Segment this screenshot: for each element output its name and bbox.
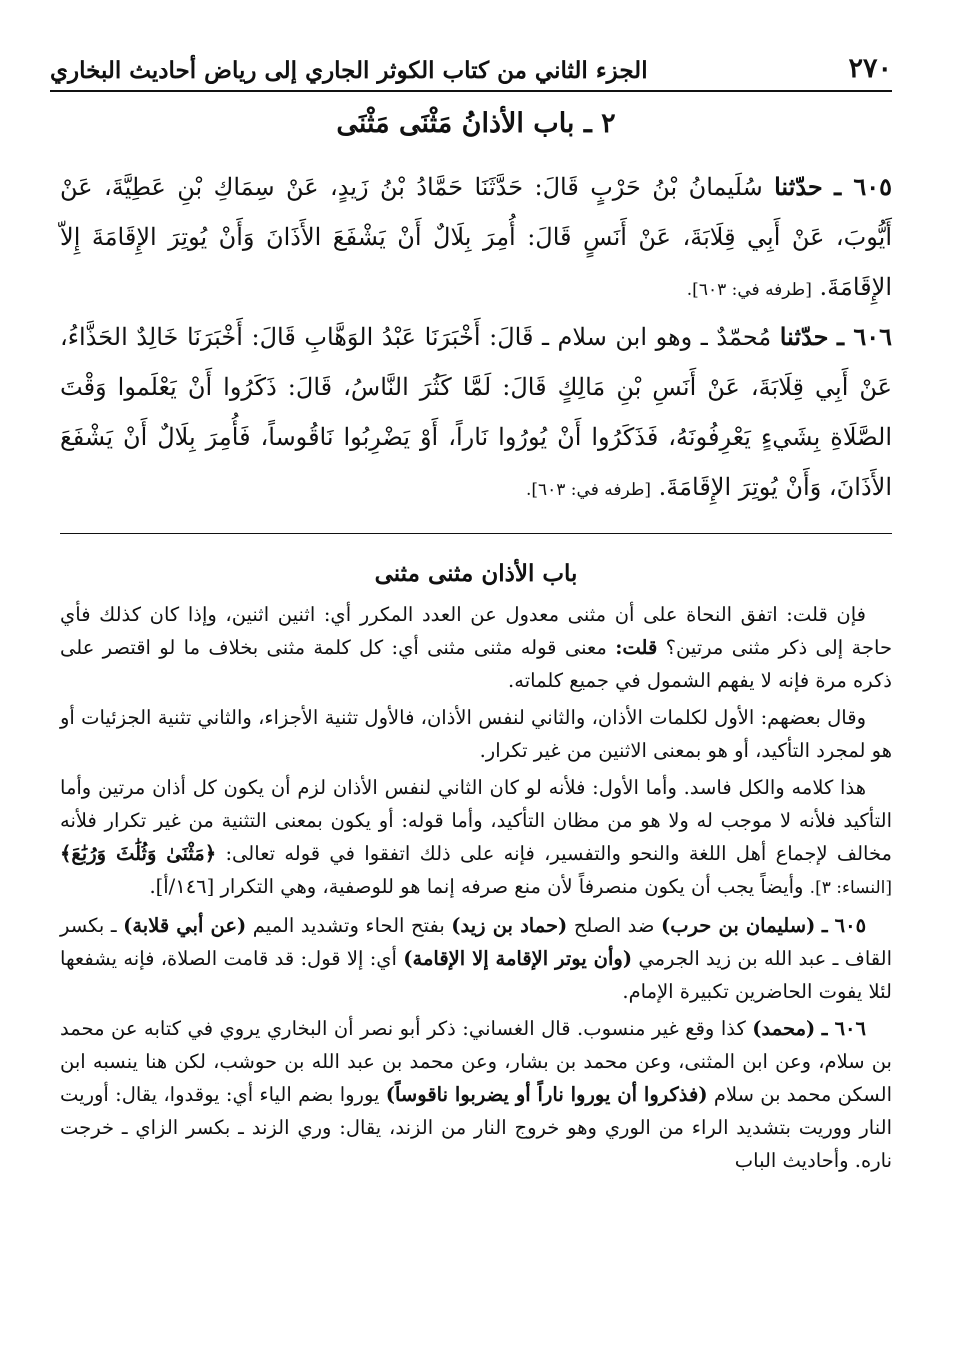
bold-run: (وأن يوتر الإقامة إلا الإقامة) [403,947,633,970]
hadith-number: ٦٠٦ ـ [821,1017,866,1040]
verse-reference: [النساء: ٣]. [809,878,892,898]
text-run: ـ بكسر القاف ـ عبد الله بن زيد الجرمي [60,914,892,970]
hadith-number: ٦٠٥ ـ [821,914,867,937]
chapter-title: ٢ ـ باب الأذانُ مَثْنَى مَثْنَى [336,108,616,139]
text-run: يوروا بضم الياء أي: يوقدوا، يقال: أوريت النار ووريت بتشديد الراء من الوري وهو خروج النار من الزند، يقال: وري الزند ـ بكسر الزاي ـ خرجت ناره. وأحاديث الباب [60,1083,892,1172]
bold-run: قلت: [615,636,658,659]
quran-verse: ﴿مَثْنَىٰ وَثُلَٰثَ وَرُبَٰعَ﴾ [60,842,217,865]
hadith-lead: حدّثنا [779,322,829,351]
cross-reference-note: [طرفه في: ٦٠٣]. [686,280,812,300]
bold-run: (حماد بن زيد) [451,914,568,937]
hadith-number: ٦٠٦ ـ [837,322,892,351]
text-run: ضد الصلح [573,914,655,937]
cross-reference-note: [طرفه في: ٦٠٣]. [525,480,652,500]
text-run: بفتح الحاء وتشديد الميم [252,914,445,937]
hadith-number: ٦٠٥ ـ [834,172,892,201]
hadith-lead: حدّثنا [774,172,823,201]
text-run: كذا وقع غير منسوب. قال الغساني: ذكر أبو نصر أن البخاري يروي في كتابه عن محمد بن سلام، وعن ابن المثنى، وعن محمد بن بشار، وعن محمد بن عبد الله بن حوشب، لكن هنا ينسبه ابن السكن محمد بن سلام [60,1017,893,1106]
commentary-title: باب الأذان مثنى مثنى [374,560,578,587]
section-divider [60,533,892,534]
page-header [50,38,892,92]
bold-run: (سليمان بن حرب) [660,914,816,937]
text-run: فإن قلت: اتفق النحاة على أن مثنى معدول عن العدد المكرر أي: اثنين اثنين، وإذا كان كذلك فأي حاجة إلى ذكر مثنى مرتين؟ [60,603,893,659]
bold-run: (محمد) [752,1017,816,1040]
page-number: ٢٧٠ [848,53,892,84]
bold-run: (فذكروا أن يوروا ناراً أو يضربوا ناقوساً) [385,1083,708,1106]
hadith-text: مُحمّدٌ ـ وهو ابن سلام ـ قَالَ: أَخْبَرَنَا عَبْدُ الوَهَّابِ قَالَ: أَخْبَرَنَا خَالِدٌ الحَذَّاءُ، عَنْ أَبِي قِلَابَةَ، عَنْ أَنَسِ بْنِ مَالِكٍ قَالَ: لَمَّا كَثُرَ النَّاسُ، قَالَ: ذَكَرُوا أَنْ يَعْلَموا وَقْتَ الصَّلَاةِ بِشَيءٍ يَعْرِفُونَهُ، فَذَكَرُوا أَنْ يُورُوا نَاراً، أَوْ يَضْرِبُوا نَاقُوساً، فَأُمِرَ بِلَالٌ أَنْ يَشْفَعَ الأَذَانَ، وَأَنْ يُوتِرَ الإِقَامَةَ. [60,323,893,501]
commentary-paragraph [60,1012,892,1177]
commentary-paragraph [60,598,892,697]
text-run: هذا كلامه والكل فاسد. وأما الأول: فلأنه لو كان الثاني لنفس الأذان لزم أن يكون كل أذان مرتين وأما التأكيد فلأنه لا موجب له ولا هو من مظان التأكيد، وأما قوله: أو يكون بمعنى التثنية من غير تكرار فلأنه مخالف لإجماع أهل اللغة والنحو والتفسير، فإنه على ذلك اتفقوا في قوله تعالى: [60,776,892,865]
commentary-paragraph [60,909,892,1008]
text-run: أي: إلا قول: قد قامت الصلاة، فإنه يشفعها لئلا يفوت الحاضرين تكبيرة الإمام. [60,947,892,1003]
bold-run: (عن أبي قلابة) [123,914,247,937]
commentary-paragraph: وقال بعضهم: الأول لكلمات الأذان، والثاني لنفس الأذان، فالأول تثنية الأجزاء، والثاني تثنية الجزئيات أو هو لمجرد التأكيد، أو هو بمعنى الاثنين من غير تكرار. [60,706,892,762]
text-run: وأيضاً يجب أن يكون منصرفاً لأن منع صرفه إنما هو للوصفية، وهي التكرار [١٤٦/أ]. [149,875,804,898]
hadith-605 [60,162,892,315]
hadith-text: سُلَيمانُ بْنُ حَرْبٍ قَالَ: حَدَّثَنَا حَمَّادُ بْنُ زَيدٍ، عَنْ سِمَاكِ بْنِ عَطِيَّةَ، عَنْ أَيُّوبَ، عَنْ أَبِي قِلَابَةَ، عَنْ أَنَسٍ قَالَ: أُمِرَ بِلَالٌ أَنْ يَشْفَعَ الأَذَانَ وَأَنْ يُوتِرَ الإِقَامَةَ إِلاّ الإِقَامَةَ. [60,173,892,301]
commentary-body [60,598,892,1181]
hadith-606 [60,312,892,515]
text-run: معنى قوله مثنى مثنى أي: كل كلمة مثنى بخلاف ما لو اقتصر على ذكره مرة فإنه لا يفهم الشمول في جميع كلماته. [60,636,892,692]
commentary-paragraph [60,771,892,905]
running-title: الجزء الثاني من كتاب الكوثر الجاري إلى رياض أحاديث البخاري [50,57,648,84]
